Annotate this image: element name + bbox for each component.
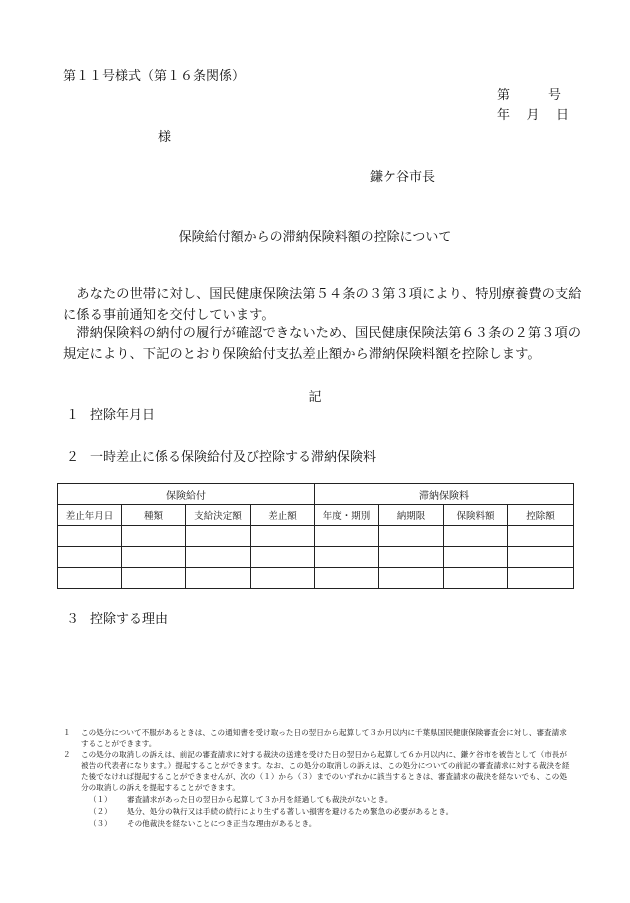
table-cell[interactable] [444, 568, 508, 589]
column-header: 支給決定額 [186, 505, 251, 526]
table-cell[interactable] [315, 526, 379, 547]
body-paragraph: あなたの世帯に対し、国民健康保険法第５４条の３第３項により、特別療養費の支給に係る事前通知を交付しています。 [63, 287, 582, 323]
table-cell[interactable] [122, 568, 186, 589]
table-cell[interactable] [58, 547, 122, 568]
table-row [58, 568, 574, 589]
sub-note-text: 処分、処分の執行又は手続の続行により生ずる著しい損害を避けるため緊急の必要があるとき。 [127, 807, 454, 816]
form-number: 第１１号様式（第１６条関係） [63, 69, 246, 84]
item-number: ３ [66, 612, 80, 627]
note-number: ２ [63, 750, 71, 759]
item-number: １ [66, 408, 80, 423]
column-header: 控除額 [508, 505, 574, 526]
item-number: ２ [66, 450, 80, 465]
table-cell[interactable] [444, 547, 508, 568]
table-cell[interactable] [508, 547, 574, 568]
table-cell[interactable] [379, 547, 444, 568]
table-cell[interactable] [122, 547, 186, 568]
column-header: 差止額 [251, 505, 315, 526]
issue-date [497, 104, 569, 123]
table-cell[interactable] [251, 526, 315, 547]
table-cell[interactable] [315, 547, 379, 568]
column-header: 納期限 [379, 505, 444, 526]
group-header-benefit: 保険給付 [58, 484, 315, 505]
table-cell[interactable] [251, 547, 315, 568]
date-month-label: 月 [526, 108, 540, 123]
group-header-premium: 滞納保険料 [315, 484, 574, 505]
ki-heading: 記 [308, 390, 322, 405]
table-cell[interactable] [251, 568, 315, 589]
deduction-table [57, 483, 574, 589]
item-label: 控除する理由 [90, 612, 169, 627]
item-label: 控除年月日 [90, 408, 156, 423]
sub-note-item [63, 818, 573, 829]
sub-note-item [63, 806, 573, 817]
item-deduction-date [66, 404, 155, 423]
column-header: 保険料額 [444, 505, 508, 526]
table-cell[interactable] [444, 526, 508, 547]
issuer-name: 鎌ケ谷市長 [370, 170, 436, 185]
note-text: この処分について不服があるときは、この通知書を受け取った日の翌日から起算して３か月以内に千葉県国民健康保険審査会に対し、審査請求することができます。 [81, 728, 567, 748]
document-title: 保険給付額からの滞納保険料額の控除について [178, 230, 452, 245]
document-number-suffix: 号 [548, 88, 562, 103]
table-cell[interactable] [58, 568, 122, 589]
table-cell[interactable] [379, 568, 444, 589]
table-cell[interactable] [122, 526, 186, 547]
item-label: 一時差止に係る保険給付及び控除する滞納保険料 [90, 450, 377, 465]
sub-note-text: 審査請求があった日の翌日から起算して３か月を経過しても裁決がないとき。 [127, 795, 393, 804]
table-cell[interactable] [508, 526, 574, 547]
sub-note-number: （１） [89, 795, 112, 804]
note-number: １ [63, 728, 71, 737]
date-day-label: 日 [555, 108, 569, 123]
sub-note-number: （２） [89, 807, 112, 816]
sub-note-item [63, 794, 573, 805]
table-cell[interactable] [58, 526, 122, 547]
date-year-label: 年 [497, 108, 511, 123]
recipient-suffix: 様 [158, 130, 172, 145]
table-row [58, 547, 574, 568]
column-header: 年度・期別 [315, 505, 379, 526]
note-item [63, 727, 573, 749]
note-text: この処分の取消しの訴えは、前記の審査請求に対する裁決の送達を受けた日の翌日から起算して６か月以内に、鎌ケ谷市を被告として（市長が被告の代表者になります。）提起することができます。なお、この処分の取消しの訴えは、この処分についての前記の審査請求に対する裁決を経た後でなければ提起することができませんが、次の（１）から（３）までのいずれかに該当するときは、審査請求の裁決を経ないでも、この処分の取消しの訴えを提起することができます。 [81, 750, 570, 792]
column-header: 差止年月日 [58, 505, 122, 526]
note-item [63, 749, 573, 793]
item-reason [66, 608, 168, 627]
table-cell[interactable] [379, 526, 444, 547]
table-cell[interactable] [186, 568, 251, 589]
table-cell[interactable] [186, 547, 251, 568]
body-paragraph: 滞納保険料の納付の履行が確認できないため、国民健康保険法第６３条の２第３項の規定により、下記のとおり保険給付支払差止額から滞納保険料額を控除します。 [63, 326, 582, 362]
document-number-prefix: 第 [497, 88, 511, 103]
sub-note-number: （３） [89, 819, 112, 828]
table-cell[interactable] [315, 568, 379, 589]
sub-note-text: その他裁決を経ないことにつき正当な理由があるとき。 [127, 819, 317, 828]
table-cell[interactable] [508, 568, 574, 589]
appeal-notes [63, 727, 573, 829]
table-cell[interactable] [186, 526, 251, 547]
column-header: 種類 [122, 505, 186, 526]
table-row [58, 526, 574, 547]
item-benefit-and-premium [66, 446, 376, 465]
